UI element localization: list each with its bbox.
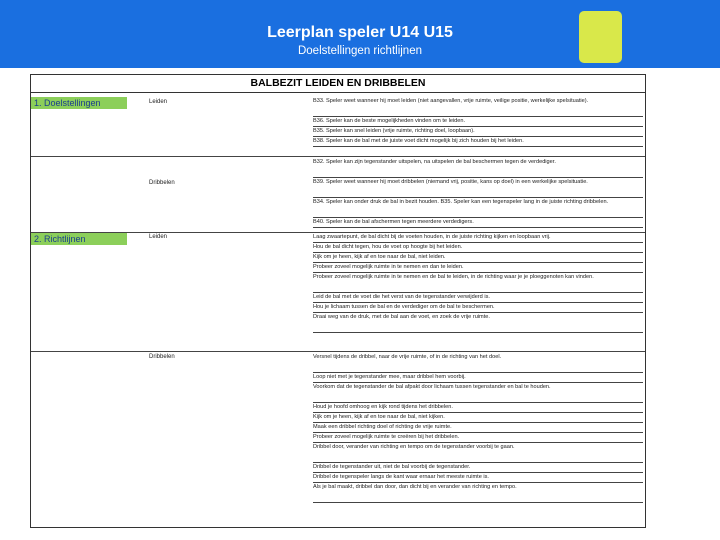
table-row: Loop niet met je tegenstander mee, maar dribbel hem voorbij.	[313, 373, 643, 383]
slide-title: Leerplan speler U14 U15	[267, 24, 453, 41]
table-row: B36. Speler kan de beste mogelijkheden vinden om te leiden.	[313, 117, 643, 127]
table-row: Kijk om je heen, kijk af en toe naar de bal, niet leiden.	[313, 253, 643, 263]
table-row: Laag zwaartepunt, de bal dicht bij de voeten houden, in de juiste richting kijken en loopbaan vrij.	[313, 233, 643, 243]
accent-rectangle	[579, 11, 622, 63]
table-row: Versnel tijdens de dribbel, naar de vrije ruimte, of in de richting van het doel.	[313, 353, 643, 373]
section-label-doelstellingen: 1. Doelstellingen	[31, 97, 127, 109]
table-row: B40. Speler kan de bal afschermen tegen meerdere verdedigers.	[313, 218, 643, 228]
table-row: Houd je hoofd omhoog en kijk rond tijdens het dribbelen.	[313, 403, 643, 413]
table-row: B34. Speler kan onder druk de bal in bezit houden. B35. Speler kan een tegenspeler lang in de juiste richting dribbelen.	[313, 198, 643, 218]
table-row: Dribbel door, verander van richting en tempo om de tegenstander voorbij te gaan.	[313, 443, 643, 463]
category-leiden: Leiden	[149, 234, 168, 240]
table-row: Probeer zoveel mogelijk ruimte in te nemen en de bal te leiden, in de richting waar je je ploeggenoten kan vinden.	[313, 273, 643, 293]
table-row: Dribbel de tegenspeler langs de kant waar ernaar het meeste ruimte is.	[313, 473, 643, 483]
section-label-richtlijnen: 2. Richtlijnen	[31, 233, 127, 245]
table-row: Leid de bal met de voet die het verst van de tegenstander verwijderd is.	[313, 293, 643, 303]
table-row: Draai weg van de druk, met de bal aan de voet, en zoek de vrije ruimte.	[313, 313, 643, 333]
category-dribbelen: Dribbelen	[149, 180, 175, 186]
document-table	[30, 74, 646, 528]
category-leiden: Leiden	[149, 99, 168, 105]
table-row: Voorkom dat de tegenstander de bal afpakt door lichaam tussen tegenstander en bal te houden.	[313, 383, 643, 403]
table-row: B35. Speler kan snel leiden (vrije ruimte, richting doel, loopbaan).	[313, 127, 643, 137]
divider	[31, 351, 645, 352]
table-row: B32. Speler kan zijn tegenstander uitspelen, na uitspelen de bal beschermen tegen de verdediger.	[313, 158, 643, 178]
table-row: Dribbel de tegenstander uit, niet de bal voorbij de tegenstander.	[313, 463, 643, 473]
table-row: Probeer zoveel mogelijk ruimte in te nemen en dan te leiden.	[313, 263, 643, 273]
table-row: B33. Speler weet wanneer hij moet leiden (niet aangevallen, vrije ruimte, veilige positie, werkelijke spelsituatie).	[313, 97, 643, 117]
divider	[31, 156, 645, 157]
table-row: Als je bal maakt, dribbel dan door, dan dicht bij en verander van richting en tempo.	[313, 483, 643, 503]
table-row: Hou de bal dicht tegen, hou de voet op hoogte bij het leiden.	[313, 243, 643, 253]
document-title: BALBEZIT LEIDEN EN DRIBBELEN	[31, 75, 645, 93]
table-row: Kijk om je heen, kijk af en toe naar de bal, niet kijken.	[313, 413, 643, 423]
table-row: Hou je lichaam tussen de bal en de verdediger om de bal te beschermen.	[313, 303, 643, 313]
table-row: B38. Speler kan de bal met de juiste voet dicht mogelijk bij zich houden bij het leiden.	[313, 137, 643, 147]
table-row: Maak een dribbel richting doel of richting de vrije ruimte.	[313, 423, 643, 433]
table-row: B39. Speler weet wanneer hij moet dribbelen (niemand vrij, positie, kans op doel) in een werkelijke spelsituatie.	[313, 178, 643, 198]
category-dribbelen: Dribbelen	[149, 354, 175, 360]
table-row: Probeer zoveel mogelijk ruimte te creëren bij het dribbelen.	[313, 433, 643, 443]
slide-subtitle: Doelstellingen richtlijnen	[297, 45, 422, 57]
